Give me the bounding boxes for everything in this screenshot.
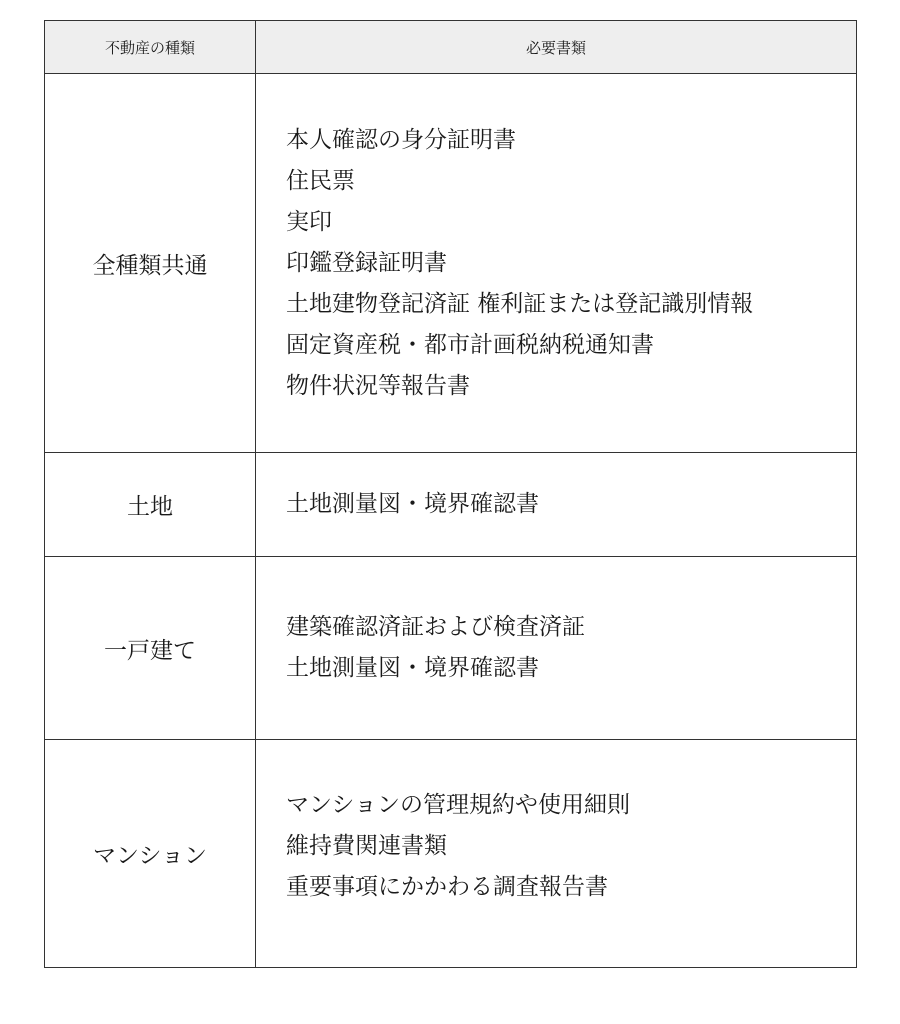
property-type-cell: 全種類共通 (45, 74, 256, 453)
document-item: 印鑑登録証明書 (286, 249, 447, 276)
documents-cell (256, 453, 857, 557)
document-list (286, 607, 856, 689)
required-documents-table (44, 20, 857, 968)
property-type-cell: 一戸建て (45, 557, 256, 740)
documents-cell (256, 557, 857, 740)
document-item: 住民票 (286, 167, 355, 194)
table-header-row (45, 21, 857, 74)
document-list (286, 120, 856, 407)
property-type-cell: 土地 (45, 453, 256, 557)
property-type-cell: マンション (45, 740, 256, 968)
documents-cell (256, 74, 857, 453)
document-item: 固定資産税・都市計画税納税通知書 (286, 331, 654, 358)
document-item: 土地測量図・境界確認書 (286, 655, 539, 681)
document-item: 本人確認の身分証明書 (286, 126, 516, 153)
document-item: 建築確認済証および検査済証 (286, 614, 585, 640)
document-item: 物件状況等報告書 (286, 372, 470, 399)
document-item: 重要事項にかかわる調査報告書 (286, 874, 608, 900)
documents-cell (256, 740, 857, 968)
document-item: 土地建物登記済証 権利証または登記識別情報 (286, 290, 754, 317)
document-item: 土地測量図・境界確認書 (286, 491, 539, 517)
table-row (45, 74, 857, 453)
header-property-type: 不動産の種類 (45, 21, 256, 74)
document-item: 実印 (286, 208, 332, 235)
table-row (45, 453, 857, 557)
table-row (45, 557, 857, 740)
document-item: 維持費関連書類 (286, 833, 447, 859)
document-item: マンションの管理規約や使用細則 (286, 792, 630, 818)
document-list (286, 785, 856, 908)
header-required-documents: 必要書類 (256, 21, 857, 74)
table-row (45, 740, 857, 968)
document-list (286, 484, 856, 525)
